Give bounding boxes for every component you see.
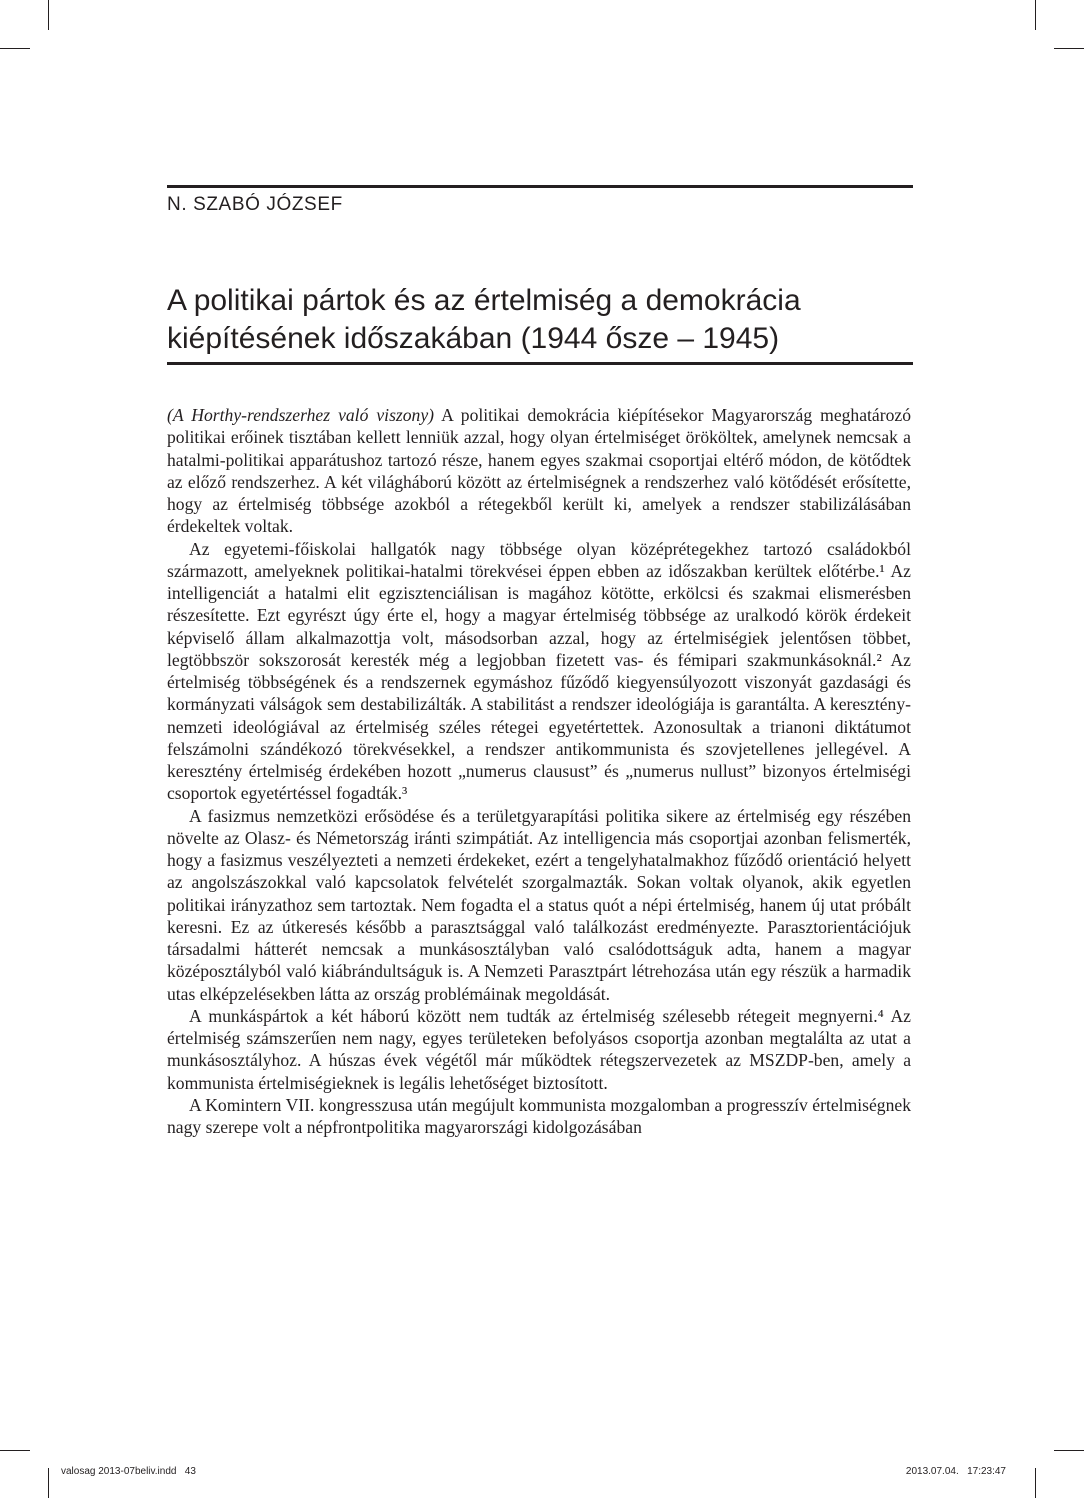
paragraph: A Komintern VII. kongresszusa után megújult kommunista mozgalomban a progresszív értelmiségnek nagy szerepe volt a népfrontpolitika magyarországi kidolgozásában	[167, 1094, 911, 1137]
crop-mark	[1054, 48, 1084, 49]
title-rule	[167, 362, 913, 365]
paragraph: A munkáspártok a két háború között nem tudták az értelmiség szélesebb rétegeit megnyerni.⁴ Az értelmiség számszerűen nem nagy, egyes területeken befolyásos csoportja azonban megtalálta az utat a munkásosztályhoz. A húszas évek végétől már működtek rétegszervezetek az MSZDP-ben, amely a kommunista értelmiségieknek is legális lehetőséget biztosított.	[167, 1005, 911, 1093]
print-slug-timestamp: 2013.07.04. 17:23:47	[905, 1466, 1006, 1477]
crop-mark	[48, 0, 49, 30]
crop-mark	[48, 1468, 49, 1498]
crop-mark	[0, 1450, 30, 1451]
author-name: N. SZABÓ JÓZSEF	[167, 194, 343, 215]
crop-mark	[1035, 1468, 1036, 1498]
article-title: A politikai pártok és az értelmiség a demokrácia kiépítésének időszakában (1944 ősze – 1945)	[167, 284, 801, 355]
paragraph: Az egyetemi-főiskolai hallgatók nagy többsége olyan középrétegekhez tartozó családokból származott, amelyeknek politikai-hatalmi törekvései éppen ebben az időszakban kerültek előtérbe.¹ Az intelligenciát a hatalmi elit egzisztenciálisan is magához kötötte, erkölcsi és szakmai elismerésben részesítette. Ezt egyrészt úgy érte el, hogy a magyar értelmiség többsége az uralkodó körök érdekeit képviselő állam alkalmazottja volt, másodsorban azzal, hogy az értelmiségiek jelentősen többet, legtöbbször sokszorosát keresték még a legjobban fizetett vas- és fémipari szakmunkásoknál.² Az értelmiség többségének és a rendszernek egymáshoz fűződő kiegyensúlyozott viszonyát gazdasági és kormányzati válságok sem destabilizálták. A stabilitást a rendszer ideológiája is garantálta. A keresztény-nemzeti ideológiával az értelmiség széles rétegei egyetértettek. Azonosultak a trianoni diktátumot felszámolni szándékozó törekvésekkel, a rendszer antikommunista és szovjetellenes jellegével. A keresztény értelmiség érdekében hozott „numerus clausust” és „numerus nullust” bizonyos értelmiségi csoportok egyetértéssel fogadták.³	[167, 538, 911, 804]
paragraph-text: A politikai demokrácia kiépítésekor Magyarország meghatározó politikai erőinek tisztában kellett lenniük azzal, hogy olyan értelmiséget örököltek, amelynek nemcsak a hatalmi-politikai apparátushoz tartozó része, hanem egyes szakmai csoportjai eltérő módon, de kötődtek az előző rendszerhez. A két világháború között az értelmiségnek a rendszerhez való kötődését erősítette, hogy az értelmiség többsége azokból a rétegekből került ki, amelyek a rendszer stabilizálásában érdekeltek voltak.	[167, 405, 911, 537]
section-lead: (A Horthy-rendszerhez való viszony)	[167, 405, 435, 425]
paragraph: A fasizmus nemzetközi erősödése és a területgyarapítási politika sikere az értelmiség egy részében növelte az Olasz- és Németország iránti szimpátiát. Az intelligencia más csoportjai azonban felismerték, hogy a fasizmus veszélyezteti a nemzeti érdekeket, ezért a tengelyhatalmakhoz fűződő orientáció helyett az angolszászokkal való kapcsolatok felvételét szorgalmazták. Sokan voltak olyanok, akik egyetlen politikai irányzathoz sem tartoztak. Nem fogadta el a status quót a népi értelmiség, hanem új utat próbált keresni. Ez az útkeresés később a parasztsággal való találkozást eredményezte. Parasztorientációjuk társadalmi hátterét nemcsak a munkásosztályban való csalódottságuk adta, hanem a magyar középosztályból való kiábrándultságuk is. A Nemzeti Parasztpárt létrehozása után egy részük a harmadik utas elképzelésekben látta az ország problémáinak megoldását.	[167, 805, 911, 1004]
crop-mark	[0, 48, 30, 49]
paragraph	[167, 404, 911, 538]
header-rule	[167, 185, 913, 188]
crop-mark	[1035, 0, 1036, 30]
crop-mark	[1054, 1450, 1084, 1451]
article-body	[167, 404, 911, 1138]
print-slug-file: valosag 2013-07beliv.indd 43	[61, 1466, 196, 1477]
